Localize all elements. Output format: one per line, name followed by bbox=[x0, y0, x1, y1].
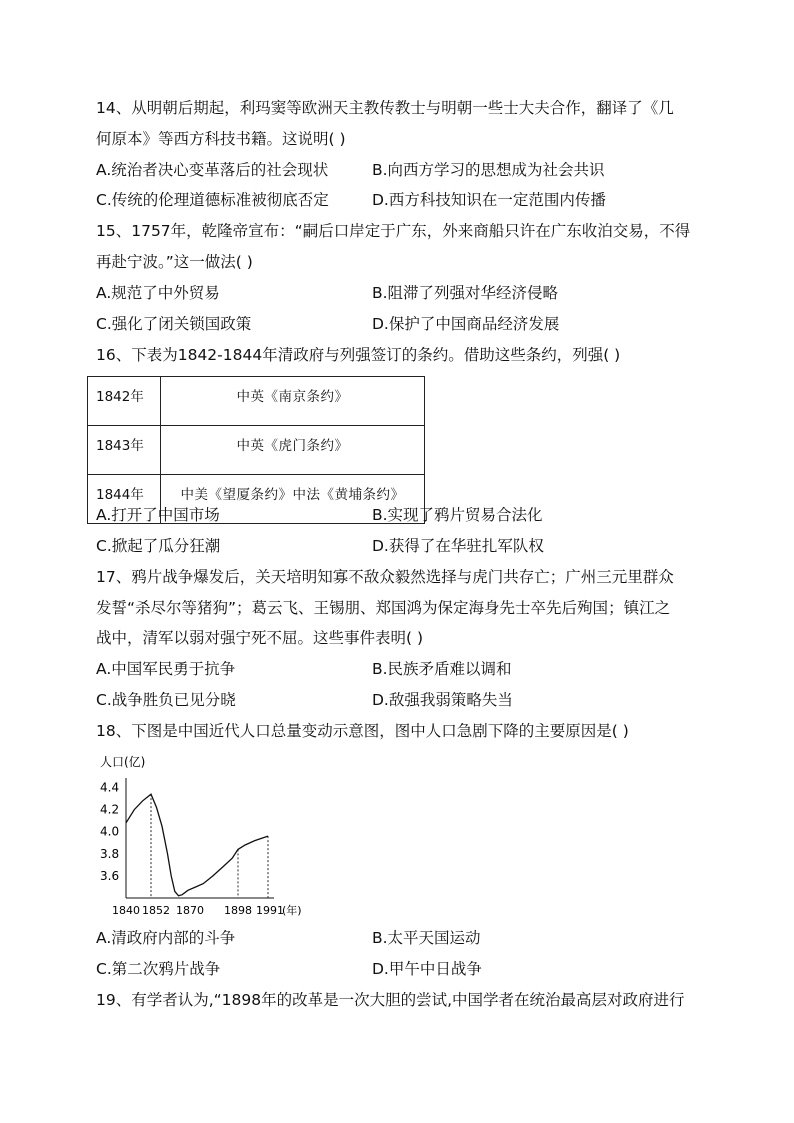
q15-option-c[interactable]: C.强化了闭关锁国政策 bbox=[96, 315, 252, 333]
question-14-line-2: 何原本》等西方科技书籍。这说明( ) bbox=[96, 130, 346, 148]
question-17-line-2: 发誓“杀尽尔等猪狗”；葛云飞、王锡朋、郑国鸿为保定海身先士卒先后殉国；镇江之 bbox=[96, 599, 671, 617]
question-18-line-1: 18、下图是中国近代人口总量变动示意图，图中人口急剧下降的主要原因是( ) bbox=[96, 722, 629, 740]
chart-markers bbox=[151, 794, 268, 898]
y-tick-label: 4.0 bbox=[100, 824, 120, 839]
treaty-year: 1842年 bbox=[88, 377, 161, 426]
q17-option-c[interactable]: C.战争胜负已见分晓 bbox=[96, 691, 236, 709]
table-row bbox=[88, 426, 425, 475]
question-17-line-1: 17、鸦片战争爆发后，关天培明知寡不敌众毅然选择与虎门共存亡；广州三元里群众 bbox=[96, 568, 674, 586]
x-tick-label: 1991 bbox=[256, 904, 284, 917]
population-chart bbox=[96, 752, 306, 922]
treaty-name: 中美《望厦条约》中法《黄埔条约》 bbox=[161, 475, 425, 524]
x-tick-label: 1870 bbox=[176, 904, 204, 917]
x-tick-label: 1852 bbox=[142, 904, 170, 917]
chart-y-ticks bbox=[100, 781, 119, 883]
q15-option-a[interactable]: A.规范了中外贸易 bbox=[96, 284, 220, 302]
q16-option-c[interactable]: C.掀起了瓜分狂潮 bbox=[96, 537, 221, 555]
x-tick-label: 1898 bbox=[224, 904, 252, 917]
y-tick-label: 3.6 bbox=[100, 868, 120, 883]
treaty-table bbox=[87, 376, 425, 524]
question-16-line-1: 16、下表为1842-1844年清政府与列强签订的条约。借助这些条约，列强( ) bbox=[96, 346, 621, 364]
q18-option-a[interactable]: A.清政府内部的斗争 bbox=[96, 929, 236, 947]
q16-option-b[interactable]: B.实现了鸦片贸易合法化 bbox=[372, 506, 543, 524]
x-tick-label: 1840 bbox=[112, 904, 140, 917]
q17-option-b[interactable]: B.民族矛盾难以调和 bbox=[372, 660, 512, 678]
population-series-line bbox=[126, 794, 268, 896]
q14-option-d[interactable]: D.西方科技知识在一定范围内传播 bbox=[372, 191, 606, 209]
q14-option-c[interactable]: C.传统的伦理道德标准被彻底否定 bbox=[96, 191, 329, 209]
treaty-year: 1843年 bbox=[88, 426, 161, 475]
question-17-line-3: 战中，清军以弱对强宁死不屈。这些事件表明( ) bbox=[96, 629, 424, 647]
q16-option-d[interactable]: D.获得了在华驻扎军队权 bbox=[372, 537, 544, 555]
q15-option-b[interactable]: B.阻滞了列强对华经济侵略 bbox=[372, 284, 559, 302]
q14-option-b[interactable]: B.向西方学习的思想成为社会共识 bbox=[372, 161, 605, 179]
q18-option-b[interactable]: B.太平天国运动 bbox=[372, 929, 481, 947]
chart-ylabel: 人口(亿) bbox=[100, 755, 146, 769]
q17-option-d[interactable]: D.敌强我弱策略失当 bbox=[372, 691, 513, 709]
q18-option-d[interactable]: D.甲午中日战争 bbox=[372, 960, 482, 978]
question-14-line-1: 14、从明朝后期起，利玛窦等欧洲天主教传教士与明朝一些士大夫合作，翻译了《几 bbox=[96, 99, 674, 117]
question-15-line-2: 再赴宁波。”这一做法( ) bbox=[96, 253, 253, 271]
chart-x-ticks bbox=[112, 903, 302, 917]
treaty-name: 中英《虎门条约》 bbox=[161, 426, 425, 475]
y-tick-label: 4.2 bbox=[100, 802, 120, 817]
treaty-year: 1844年 bbox=[88, 475, 161, 524]
q17-option-a[interactable]: A.中国军民勇于抗争 bbox=[96, 660, 236, 678]
q14-option-a[interactable]: A.统治者决心变革落后的社会现状 bbox=[96, 161, 329, 179]
table-row bbox=[88, 377, 425, 426]
y-tick-label: 3.8 bbox=[100, 846, 120, 861]
question-15-line-1: 15、1757年，乾隆帝宣布：“嗣后口岸定于广东，外来商船只许在广东收泊交易，不得 bbox=[96, 222, 691, 240]
q16-option-a[interactable]: A.打开了中国市场 bbox=[96, 506, 220, 524]
y-tick-label: 4.4 bbox=[100, 780, 120, 795]
x-unit-label: (年) bbox=[282, 904, 302, 917]
treaty-name: 中英《南京条约》 bbox=[161, 377, 425, 426]
q18-option-c[interactable]: C.第二次鸦片战争 bbox=[96, 960, 221, 978]
q15-option-d[interactable]: D.保护了中国商品经济发展 bbox=[372, 315, 560, 333]
question-19-line-1: 19、有学者认为,“1898年的改革是一次大胆的尝试,中国学者在统治最高层对政府进行 bbox=[96, 991, 685, 1009]
